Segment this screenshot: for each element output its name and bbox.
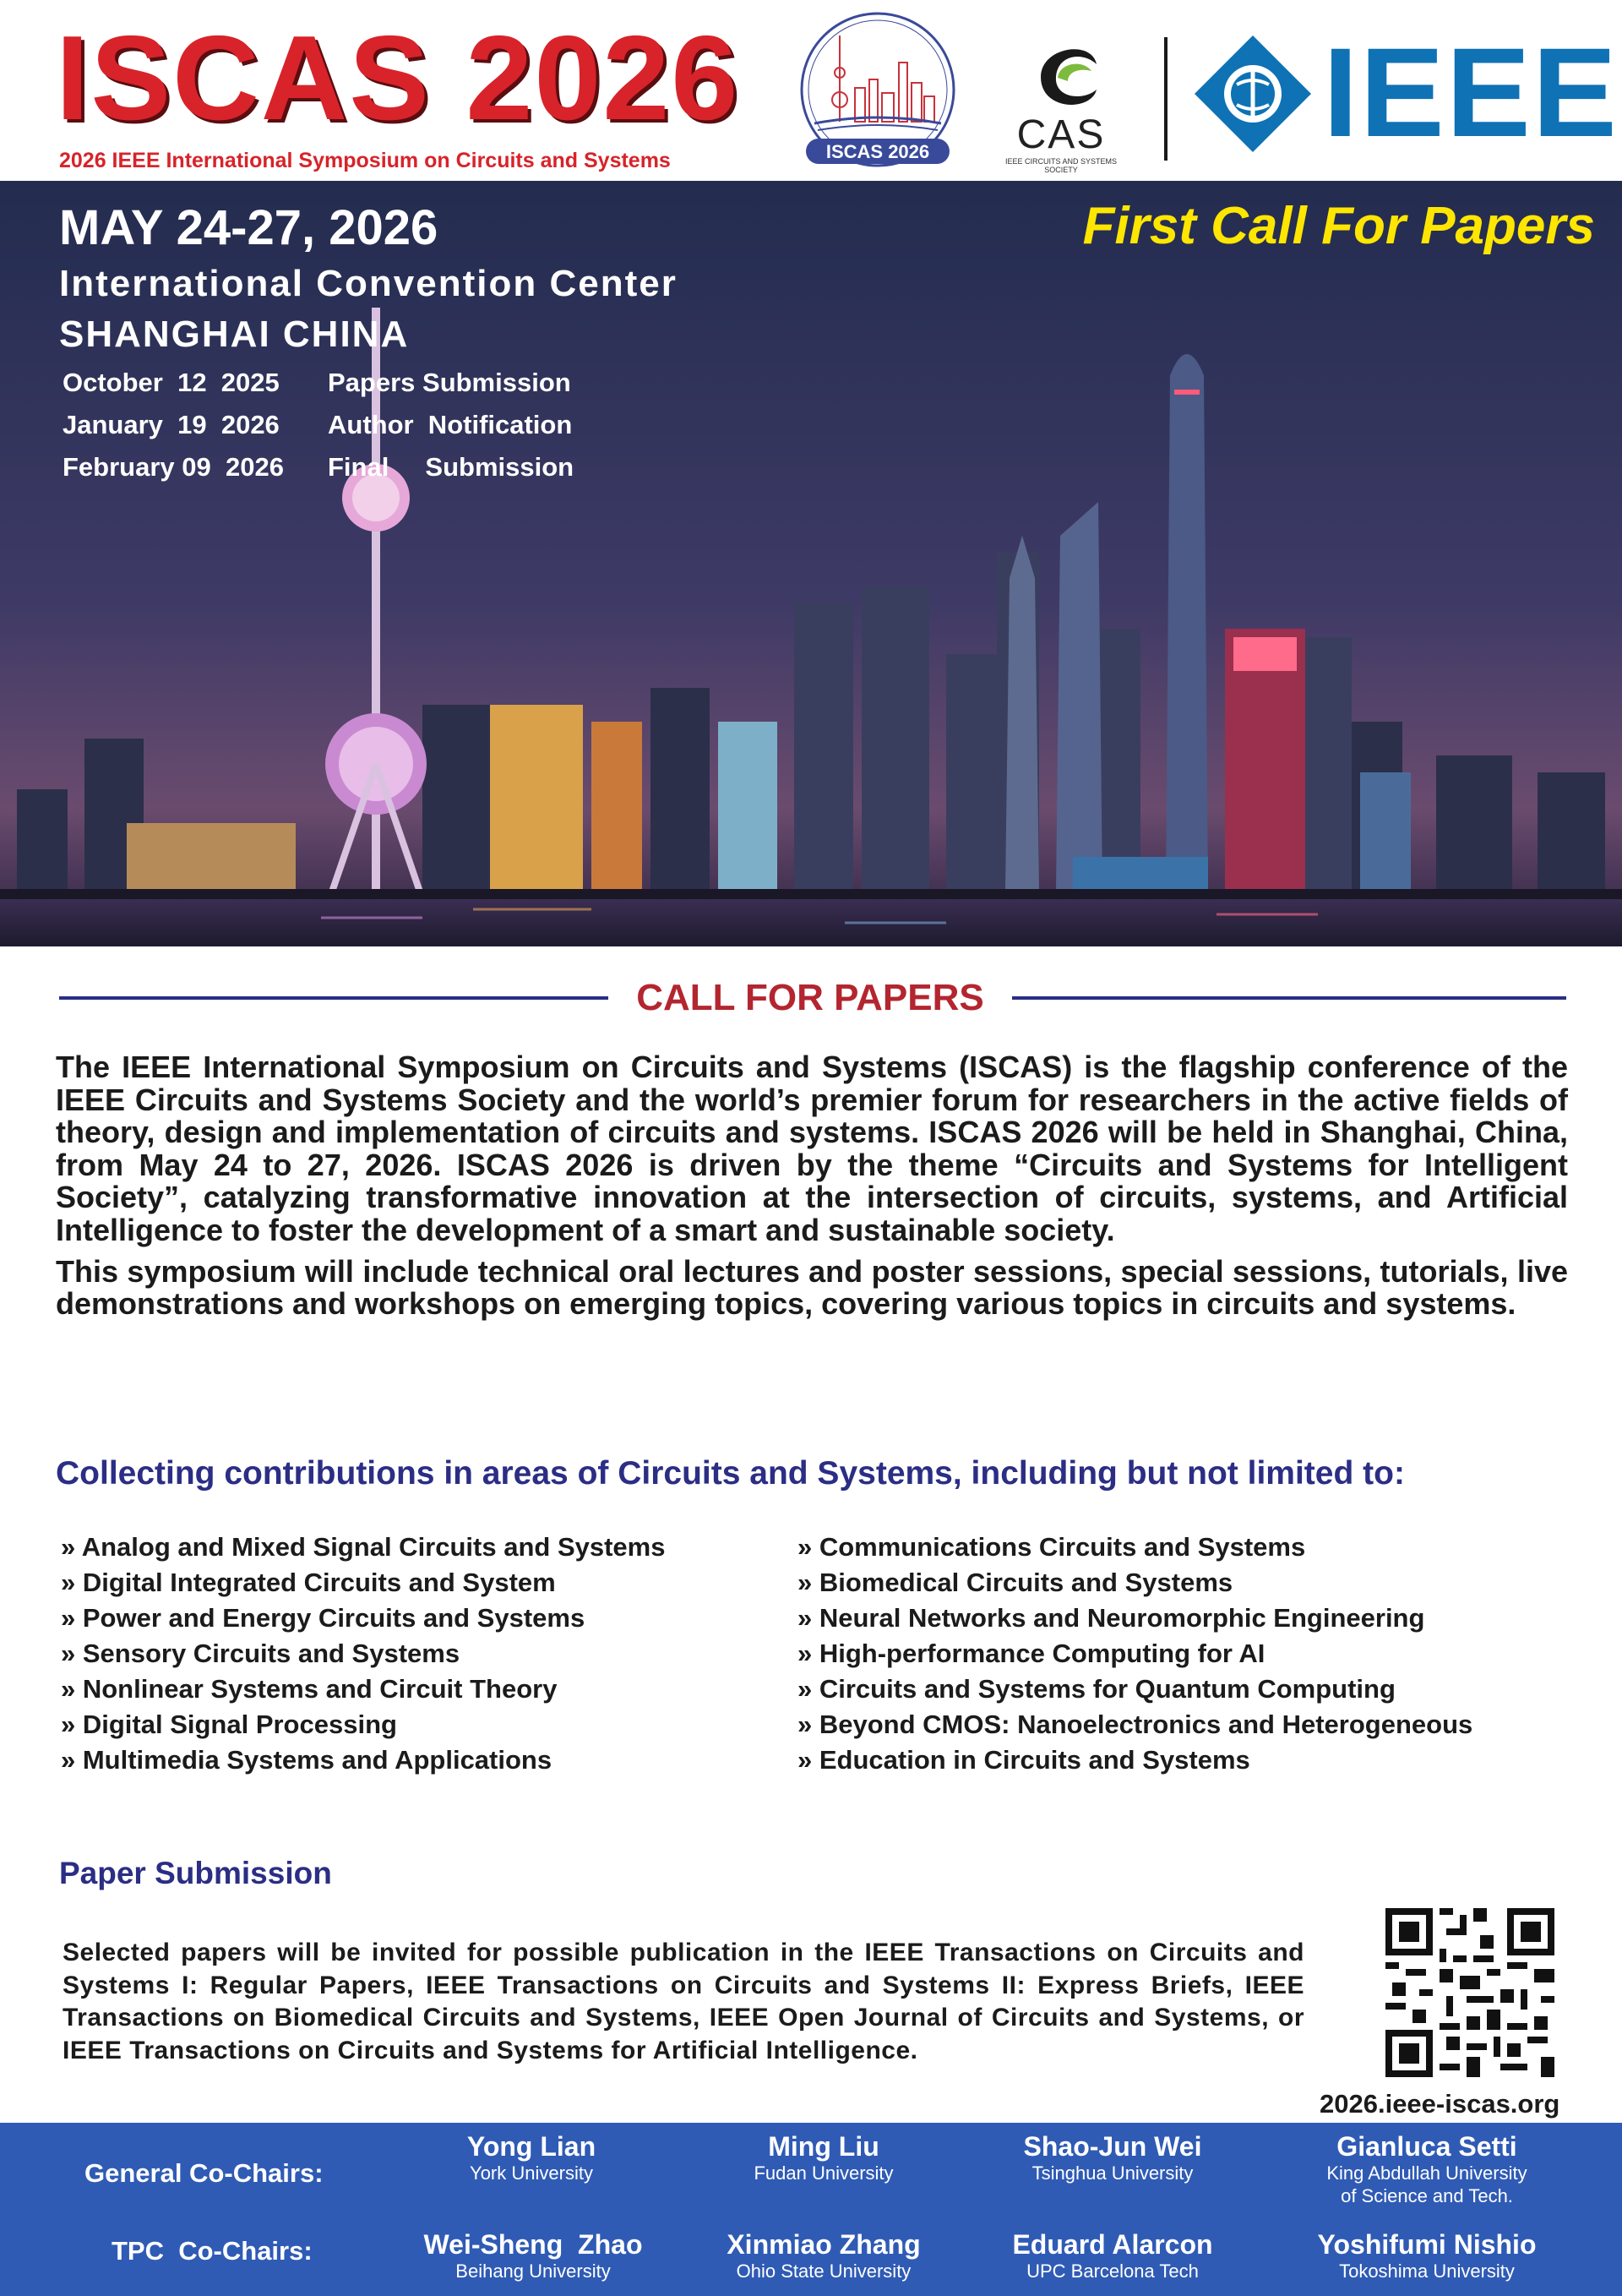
chair-affiliation: King Abdullah University	[1326, 2162, 1527, 2184]
event-venue	[59, 259, 678, 360]
chair-affiliation: Beihang University	[455, 2261, 611, 2282]
chair-name: Ming Liu	[768, 2131, 879, 2162]
deadline-event: Author Notification	[328, 410, 573, 439]
topic-item: » Communications Circuits and Systems	[797, 1532, 1306, 1562]
cas-logo-subtext: IEEE CIRCUITS AND SYSTEMS SOCIETY	[1004, 157, 1118, 174]
cas-society-logo	[1002, 30, 1120, 174]
first-call-banner: First Call For Papers	[1082, 197, 1595, 255]
chair-name: Yong Lian	[466, 2131, 596, 2162]
paper-submission-heading: Paper Submission	[59, 1856, 332, 1890]
conference-url[interactable]: 2026.ieee-iscas.org	[1320, 2089, 1560, 2119]
general-chair	[973, 2131, 1252, 2184]
chair-affiliation: UPC Barcelona Tech	[1026, 2261, 1199, 2282]
deadline-event: Final Submission	[328, 452, 574, 482]
deadline-date: October 12 2025	[63, 368, 280, 397]
tpc-chair	[684, 2229, 963, 2282]
ieee-wordmark: IEEE	[1323, 21, 1619, 163]
general-chair	[684, 2131, 963, 2184]
cfp-heading: CALL FOR PAPERS	[636, 977, 984, 1018]
topic-item: » Circuits and Systems for Quantum Computing	[797, 1674, 1396, 1704]
heading-rule-right	[1012, 996, 1566, 1000]
heading-rule-left	[59, 996, 608, 1000]
deadline-date: January 19 2026	[63, 410, 280, 439]
conference-title: ISCAS 2026	[56, 11, 740, 145]
general-chairs-label: General Co-Chairs:	[84, 2158, 324, 2188]
topics-column-left	[61, 1530, 665, 1778]
iscas-2026-logo	[789, 12, 966, 177]
cas-logo-text: CAS	[1016, 112, 1106, 157]
chairs-footer	[0, 2123, 1622, 2296]
chair-name: Gianluca Setti	[1336, 2131, 1517, 2162]
general-chair	[392, 2131, 671, 2184]
venue-name: International Convention Center	[59, 263, 678, 304]
conference-subtitle: 2026 IEEE International Symposium on Circuits and Systems	[59, 149, 671, 172]
paper-submission-text: Selected papers will be invited for possible publication in the IEEE Transactions on Circuits and Systems I: Regular Papers, IEEE Transactions on Circuits and Systems II: Express Briefs, IEEE Transactions on Biomedical Circuits and Systems, IEEE Open Journal of Circuits and Systems, or IEEE Transactions on Circuits and Systems for Artificial Intelligence.	[63, 1939, 1304, 2064]
cfp-heading-row	[59, 972, 1566, 1023]
chair-name: Yoshifumi Nishio	[1317, 2229, 1537, 2260]
topic-item: » High-performance Computing for AI	[797, 1639, 1265, 1668]
intro-paragraph: The IEEE International Symposium on Circuits and Systems (ISCAS) is the flagship conference of the IEEE Circuits and Systems Society and the world’s premier forum for researchers in the active fields of theory, design and implementation of circuits and systems. ISCAS 2026 will be held in Shanghai, China, from May 24 to 27, 2026. ISCAS 2026 is driven by the theme “Circuits and Systems for Intelligent Society”, catalyzing transformative innovation at the intersection of circuits, systems, and Artificial Intelligence to foster the development of a smart and sustainable society.	[56, 1050, 1568, 1247]
deadline-date: February 09 2026	[63, 452, 284, 482]
chair-affiliation: Ohio State University	[736, 2261, 912, 2282]
ieee-diamond-icon	[1193, 34, 1313, 154]
intro-text	[56, 1051, 1568, 1321]
topic-item: » Digital Integrated Circuits and System	[61, 1568, 556, 1597]
deadline-row	[63, 446, 574, 488]
topic-item: » Neural Networks and Neuromorphic Engineering	[797, 1603, 1425, 1633]
important-dates	[63, 362, 574, 488]
topic-item: » Analog and Mixed Signal Circuits and Systems	[61, 1532, 666, 1562]
event-date: MAY 24-27, 2026	[59, 200, 438, 255]
tpc-chair	[394, 2229, 672, 2282]
chair-affiliation: of Science and Tech.	[1341, 2185, 1513, 2206]
topic-item: » Multimedia Systems and Applications	[61, 1745, 552, 1775]
topic-item: » Nonlinear Systems and Circuit Theory	[61, 1674, 558, 1704]
chair-name: Eduard Alarcon	[1012, 2229, 1213, 2260]
topic-item: » Power and Energy Circuits and Systems	[61, 1603, 585, 1633]
cas-logo-mark	[1024, 30, 1108, 115]
deadline-event: Papers Submission	[328, 368, 571, 397]
topic-item: » Beyond CMOS: Nanoelectronics and Heterogeneous	[797, 1710, 1473, 1739]
venue-city: SHANGHAI CHINA	[59, 314, 410, 355]
chair-affiliation: Tokoshima University	[1339, 2261, 1515, 2282]
deadline-row	[63, 404, 574, 446]
topic-item: » Education in Circuits and Systems	[797, 1745, 1250, 1775]
hero-banner	[0, 181, 1622, 946]
tpc-chair	[973, 2229, 1252, 2282]
topics-column-right	[797, 1530, 1472, 1778]
chair-affiliation: York University	[470, 2162, 593, 2184]
intro-paragraph: This symposium will include technical oral lectures and poster sessions, special sessions, tutorials, live demonstrations and workshops on emerging topics, covering various topics in circuits and systems.	[56, 1253, 1568, 1322]
chair-affiliation: Tsinghua University	[1031, 2162, 1194, 2184]
tpc-chair	[1287, 2229, 1566, 2282]
chair-name: Wei-Sheng Zhao	[423, 2229, 643, 2260]
chair-name: Xinmiao Zhang	[727, 2229, 921, 2260]
chair-name: Shao-Jun Wei	[1023, 2131, 1202, 2162]
topic-item: » Sensory Circuits and Systems	[61, 1639, 460, 1668]
header	[0, 0, 1622, 181]
deadline-row	[63, 362, 574, 404]
qr-code-icon[interactable]	[1385, 1908, 1554, 2077]
topic-item: » Biomedical Circuits and Systems	[797, 1568, 1233, 1597]
topic-item: » Digital Signal Processing	[61, 1710, 397, 1739]
tpc-chairs-label: TPC Co-Chairs:	[112, 2236, 313, 2266]
chair-affiliation: Fudan University	[754, 2162, 894, 2184]
iscas-logo-text: ISCAS 2026	[825, 141, 930, 162]
topics-heading: Collecting contributions in areas of Circuits and Systems, including but not limited to:	[56, 1455, 1405, 1492]
logo-divider	[1164, 37, 1168, 161]
general-chair	[1287, 2131, 1566, 2207]
